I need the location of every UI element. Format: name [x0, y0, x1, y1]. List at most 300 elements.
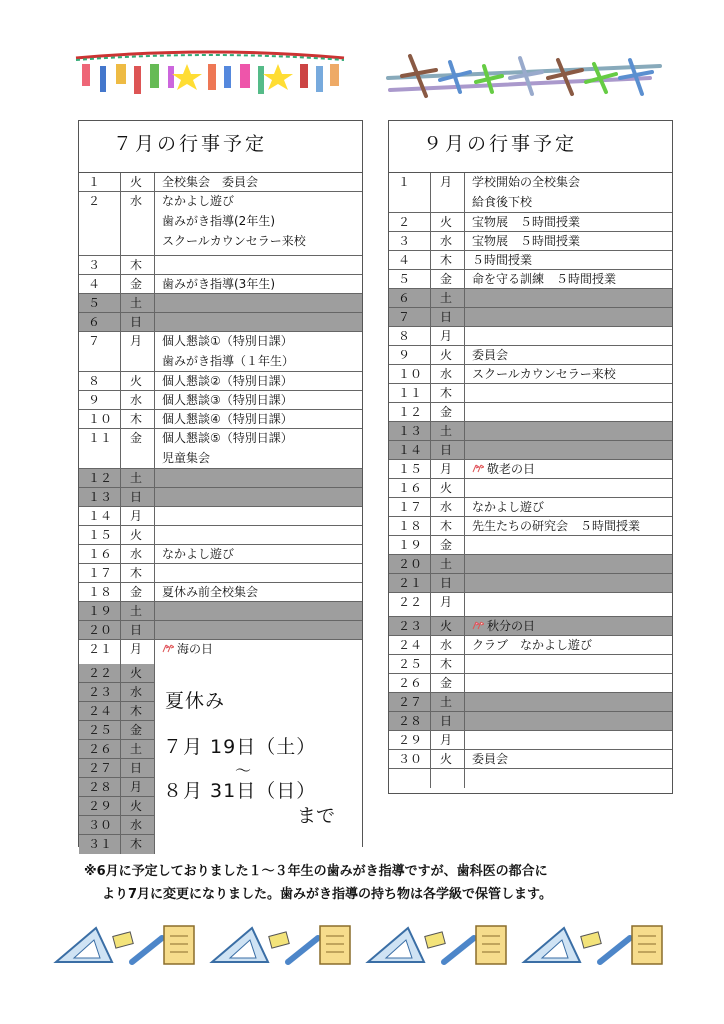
event-cell [155, 372, 362, 390]
calendar-row [79, 526, 362, 545]
calendar-row [79, 313, 362, 332]
event-text [472, 252, 672, 269]
event-text [472, 499, 672, 516]
calendar-row [79, 621, 362, 640]
event-cell [155, 488, 362, 506]
event-text [472, 618, 672, 635]
day-number: ２９ [389, 731, 431, 749]
event-label: 給食後下校 [472, 195, 533, 209]
july-rows [79, 173, 362, 664]
event-cell [465, 232, 672, 250]
calendar-row [389, 365, 672, 384]
weekday: 土 [431, 693, 465, 711]
event-text [162, 641, 362, 658]
event-text [162, 333, 362, 350]
event-cell [465, 384, 672, 402]
calendar-row [389, 251, 672, 270]
weekday: 水 [121, 192, 155, 255]
weekday: 火 [130, 666, 143, 680]
calendar-row [389, 674, 672, 693]
day-number: １０ [79, 410, 121, 428]
day-number: １９ [79, 602, 121, 620]
calendar-row [389, 479, 672, 498]
calendar-row [79, 583, 362, 602]
event-label: 命を守る訓練 ５時間授業 [472, 272, 617, 286]
day-number: ２１ [79, 640, 121, 664]
july-calendar [78, 120, 363, 851]
weekday: 火 [431, 479, 465, 497]
event-label: なかよし遊び [162, 547, 235, 561]
event-cell [465, 750, 672, 768]
day-number: ２０ [389, 555, 431, 573]
weekday: 木 [130, 704, 143, 718]
calendar-row [389, 593, 672, 617]
calendar-row [79, 275, 362, 294]
event-text [472, 637, 672, 654]
calendar-row [389, 422, 672, 441]
calendar-row [389, 327, 672, 346]
event-text [162, 450, 362, 467]
event-cell [155, 332, 362, 371]
event-cell [465, 173, 672, 212]
event-label: 学校開始の全校集会 [472, 175, 581, 189]
weekday: 金 [431, 536, 465, 554]
day-number: １６ [79, 545, 121, 563]
event-text [472, 518, 672, 535]
calendar-row [79, 372, 362, 391]
tanabata-garland-icon [72, 48, 348, 102]
weekday: 水 [121, 545, 155, 563]
weekday: 日 [431, 574, 465, 592]
event-cell [465, 593, 672, 616]
calendar-row [389, 460, 672, 479]
day-number: １２ [389, 403, 431, 421]
event-label: 先生たちの研究会 ５時間授業 [472, 519, 641, 533]
event-label: なかよし遊び [162, 194, 235, 208]
calendar-row [79, 835, 155, 854]
calendar-row [79, 721, 155, 740]
event-cell [465, 327, 672, 345]
july-vacation-days [79, 664, 155, 854]
day-number: ２６ [79, 740, 121, 758]
event-text [472, 347, 672, 364]
day-number: ７ [389, 308, 431, 326]
day-number: ３ [79, 256, 121, 274]
note-line-1: ※6月に予定しておりました１～３年生の歯みがき指導ですが、歯科医の都合に [84, 864, 548, 879]
weekday: 土 [431, 289, 465, 307]
weekday: 木 [130, 837, 143, 851]
event-label: ５時間授業 [472, 253, 533, 267]
event-text [472, 174, 672, 191]
day-number: １２ [79, 469, 121, 487]
weekday: 金 [121, 429, 155, 468]
stationery-border-icon [52, 922, 672, 968]
day-number: ９ [79, 391, 121, 409]
calendar-row [79, 488, 362, 507]
day-number: １０ [389, 365, 431, 383]
weekday: 水 [431, 498, 465, 516]
event-text [162, 213, 362, 230]
vacation-until: まで [297, 805, 336, 827]
event-text [162, 193, 362, 210]
weekday [431, 769, 465, 788]
day-number: ４ [389, 251, 431, 269]
event-label: 個人懇談⑤（特別日課） [162, 431, 293, 445]
event-cell [465, 636, 672, 654]
weekday: 金 [431, 674, 465, 692]
flag-icon [472, 461, 484, 478]
event-cell [465, 479, 672, 497]
event-cell [465, 693, 672, 711]
calendar-row [389, 693, 672, 712]
event-cell [155, 391, 362, 409]
calendar-row [389, 384, 672, 403]
day-number: １９ [389, 536, 431, 554]
day-number: １７ [79, 564, 121, 582]
day-number: ３０ [389, 750, 431, 768]
event-text [162, 276, 362, 293]
event-text [472, 366, 672, 383]
calendar-row [389, 308, 672, 327]
event-cell [155, 294, 362, 312]
day-number: １７ [389, 498, 431, 516]
calendar-row [389, 769, 672, 788]
vacation-tilde: ～ [235, 761, 252, 780]
event-text [162, 174, 362, 191]
event-label: 夏休み前全校集会 [162, 585, 259, 599]
september-rows [389, 173, 672, 788]
event-label: クラブ なかよし遊び [472, 638, 593, 652]
event-cell [155, 545, 362, 563]
event-label: 秋分の日 [487, 619, 536, 633]
weekday: 月 [121, 640, 155, 664]
calendar-row [79, 173, 362, 192]
calendar-row [79, 332, 362, 372]
calendar-row [79, 816, 155, 835]
event-cell [465, 308, 672, 326]
day-number: １６ [389, 479, 431, 497]
event-cell [465, 674, 672, 692]
event-cell [465, 517, 672, 535]
september-title: ９月の行事予定 [389, 121, 672, 173]
event-cell [155, 526, 362, 544]
calendar-row [389, 655, 672, 674]
day-number [389, 769, 431, 788]
flag-icon [472, 618, 484, 635]
weekday: 金 [130, 723, 143, 737]
event-cell [465, 251, 672, 269]
summer-vacation-block [79, 664, 362, 854]
event-cell [155, 173, 362, 191]
event-cell [465, 270, 672, 288]
event-label: 個人懇談②（特別日課） [162, 374, 293, 388]
weekday: 木 [121, 564, 155, 582]
calendar-row [389, 173, 672, 213]
event-cell [155, 469, 362, 487]
weekday: 金 [121, 583, 155, 601]
note-line-2: より7月に変更になりました。歯みがき指導の持ち物は各学級で保管します。 [102, 887, 553, 902]
day-number: ３０ [79, 816, 121, 834]
weekday: 日 [121, 488, 155, 506]
calendar-row [79, 192, 362, 256]
event-cell [155, 313, 362, 331]
event-label: 全校集会 委員会 [162, 175, 259, 189]
weekday: 月 [431, 593, 465, 616]
weekday: 木 [431, 384, 465, 402]
event-label: 個人懇談①（特別日課） [162, 334, 293, 348]
weekday: 日 [121, 313, 155, 331]
vacation-start: ７月 19日（土） [163, 736, 317, 758]
day-number: ２９ [79, 797, 121, 815]
day-number: １１ [389, 384, 431, 402]
calendar-row [389, 636, 672, 655]
weekday: 水 [431, 365, 465, 383]
event-label: スクールカウンセラー来校 [472, 367, 616, 381]
weekday: 水 [121, 391, 155, 409]
calendar-row [79, 469, 362, 488]
event-cell [155, 192, 362, 255]
weekday: 土 [431, 422, 465, 440]
weekday: 火 [431, 346, 465, 364]
event-cell [465, 460, 672, 478]
day-number: １ [79, 173, 121, 191]
day-number: １５ [79, 526, 121, 544]
event-cell [465, 731, 672, 749]
weekday: 月 [121, 332, 155, 371]
day-number: ２２ [79, 664, 121, 682]
event-label: 敬老の日 [487, 462, 536, 476]
weekday: 土 [121, 294, 155, 312]
calendar-row [79, 640, 362, 664]
day-number: ２７ [389, 693, 431, 711]
weekday: 水 [130, 685, 143, 699]
day-number: ２５ [389, 655, 431, 673]
day-number: １８ [389, 517, 431, 535]
calendar-row [389, 232, 672, 251]
summer-vacation-note [155, 664, 362, 854]
event-cell [465, 555, 672, 573]
event-cell [155, 410, 362, 428]
calendar-row [389, 289, 672, 308]
calendar-row [389, 346, 672, 365]
day-number: １ [389, 173, 431, 212]
event-cell [465, 422, 672, 440]
event-cell [465, 289, 672, 307]
weekday: 土 [121, 469, 155, 487]
flag-icon [162, 641, 174, 658]
weekday: 日 [431, 441, 465, 459]
calendar-row [79, 507, 362, 526]
calendar-row [389, 441, 672, 460]
weekday: 月 [121, 507, 155, 525]
event-text [472, 214, 672, 231]
day-number: ２６ [389, 674, 431, 692]
day-number: ２３ [389, 617, 431, 635]
calendar-row [389, 617, 672, 636]
calendar-row [389, 536, 672, 555]
weekday: 月 [431, 460, 465, 478]
event-text [162, 584, 362, 601]
weekday: 金 [431, 270, 465, 288]
schedule-change-note [84, 860, 684, 906]
calendar-row [79, 256, 362, 275]
day-number: ７ [79, 332, 121, 371]
event-label: 歯みがき指導(3年生) [162, 277, 275, 291]
day-number: ２１ [389, 574, 431, 592]
weekday: 金 [121, 275, 155, 293]
event-text [472, 233, 672, 250]
event-text [162, 546, 362, 563]
calendar-row [79, 545, 362, 564]
event-label: 個人懇談④（特別日課） [162, 412, 293, 426]
event-text [162, 373, 362, 390]
day-number: ８ [389, 327, 431, 345]
day-number: ２５ [79, 721, 121, 739]
weekday: 水 [431, 636, 465, 654]
weekday: 月 [431, 327, 465, 345]
day-number: ２０ [79, 621, 121, 639]
calendar-row [79, 391, 362, 410]
weekday: 土 [121, 602, 155, 620]
day-number: ３ [389, 232, 431, 250]
event-cell [155, 275, 362, 293]
calendar-row [79, 664, 155, 683]
calendar-row [389, 517, 672, 536]
day-number: ２４ [389, 636, 431, 654]
event-text [162, 411, 362, 428]
day-number: ５ [79, 294, 121, 312]
calendar-row [79, 602, 362, 621]
calendar-row [389, 498, 672, 517]
event-cell [465, 617, 672, 635]
vacation-title: 夏休み [165, 690, 226, 712]
calendar-row [79, 759, 155, 778]
event-text [472, 194, 672, 211]
event-cell [465, 403, 672, 421]
day-number: ２７ [79, 759, 121, 777]
event-text [472, 461, 672, 478]
calendar-row [389, 403, 672, 422]
event-cell [155, 256, 362, 274]
calendar-row [389, 574, 672, 593]
weekday: 日 [431, 712, 465, 730]
weekday: 火 [431, 213, 465, 231]
day-number: ３１ [79, 835, 121, 854]
day-number: ２３ [79, 683, 121, 701]
july-title: ７月の行事予定 [79, 121, 362, 173]
event-label: 歯みがき指導(2年生) [162, 214, 275, 228]
day-number: ２２ [389, 593, 431, 616]
weekday: 木 [431, 251, 465, 269]
calendar-row [389, 270, 672, 289]
weekday: 木 [121, 410, 155, 428]
weekday: 土 [130, 742, 143, 756]
weekday: 火 [121, 173, 155, 191]
day-number: １１ [79, 429, 121, 468]
event-cell [465, 346, 672, 364]
event-cell [155, 640, 362, 664]
weekday: 木 [431, 655, 465, 673]
weekday: 水 [431, 232, 465, 250]
event-label: 宝物展 ５時間授業 [472, 215, 581, 229]
fireworks-sparkle-icon [380, 48, 670, 102]
event-cell [465, 712, 672, 730]
event-cell [465, 441, 672, 459]
weekday: 土 [431, 555, 465, 573]
weekday: 火 [130, 799, 143, 813]
calendar-row [389, 712, 672, 731]
day-number: １３ [389, 422, 431, 440]
calendar-row [79, 410, 362, 429]
event-cell [465, 365, 672, 383]
event-cell [155, 621, 362, 639]
weekday: 月 [431, 731, 465, 749]
event-cell [465, 536, 672, 554]
event-label: 個人懇談③（特別日課） [162, 393, 293, 407]
event-label: 歯みがき指導（１年生） [162, 354, 295, 368]
calendar-row [389, 213, 672, 232]
event-text [162, 353, 362, 370]
event-text [472, 271, 672, 288]
weekday: 火 [431, 750, 465, 768]
day-number: １４ [389, 441, 431, 459]
weekday: 火 [431, 617, 465, 635]
weekday: 火 [121, 372, 155, 390]
day-number: ９ [389, 346, 431, 364]
weekday: 日 [121, 621, 155, 639]
calendar-row [79, 740, 155, 759]
event-cell [155, 564, 362, 582]
day-number: ４ [79, 275, 121, 293]
calendar-row [79, 797, 155, 816]
calendar-row [79, 683, 155, 702]
day-number: １３ [79, 488, 121, 506]
calendar-row [389, 750, 672, 769]
weekday: 木 [121, 256, 155, 274]
event-cell [155, 507, 362, 525]
day-number: ２８ [389, 712, 431, 730]
calendar-row [79, 294, 362, 313]
event-text [472, 751, 672, 768]
event-label: 委員会 [472, 752, 509, 766]
event-cell [465, 213, 672, 231]
event-label: 宝物展 ５時間授業 [472, 234, 581, 248]
calendar-row [79, 778, 155, 797]
weekday: 火 [121, 526, 155, 544]
calendar-row [79, 702, 155, 721]
calendar-row [79, 429, 362, 469]
event-cell [465, 498, 672, 516]
day-number: ８ [79, 372, 121, 390]
event-label: スクールカウンセラー来校 [162, 234, 306, 248]
event-label: なかよし遊び [472, 500, 545, 514]
weekday: 日 [431, 308, 465, 326]
event-cell [155, 583, 362, 601]
weekday: 金 [431, 403, 465, 421]
weekday: 月 [431, 173, 465, 212]
day-number: ２ [389, 213, 431, 231]
day-number: ６ [389, 289, 431, 307]
event-label: 海の日 [177, 642, 214, 656]
calendar-row [79, 564, 362, 583]
day-number: ５ [389, 270, 431, 288]
weekday: 木 [431, 517, 465, 535]
event-text [162, 430, 362, 447]
day-number: ６ [79, 313, 121, 331]
day-number: ２４ [79, 702, 121, 720]
event-text [162, 392, 362, 409]
event-text [162, 233, 362, 250]
